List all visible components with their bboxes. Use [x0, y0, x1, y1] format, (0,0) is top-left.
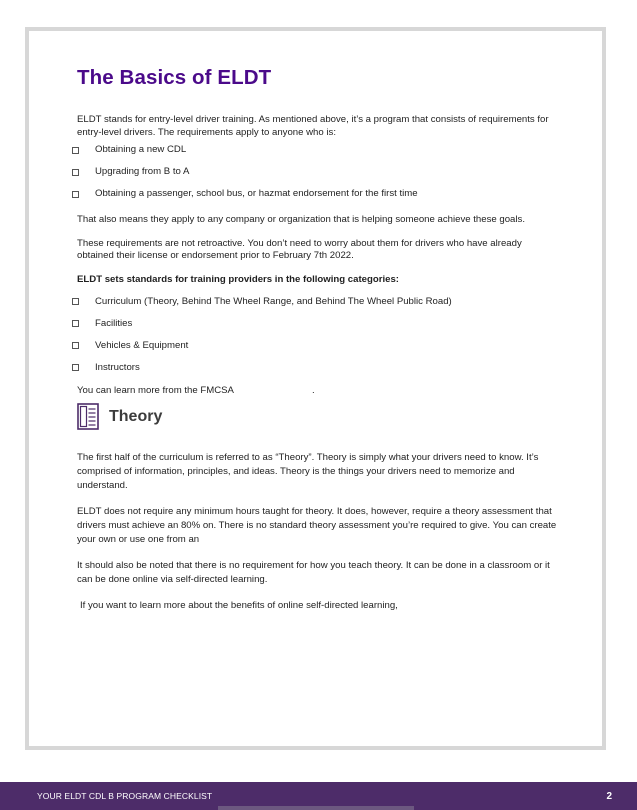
list-item: Obtaining a passenger, school bus, or hazmat endorsement for the first time	[72, 188, 554, 200]
footer-tab	[218, 806, 414, 810]
list-item: Obtaining a new CDL	[72, 144, 554, 156]
categories-list	[72, 296, 554, 374]
checkbox-icon[interactable]	[72, 342, 79, 349]
list-item: Upgrading from B to A	[72, 166, 554, 178]
page-title: The Basics of ELDT	[77, 66, 272, 89]
document-body	[77, 66, 559, 613]
checkbox-icon[interactable]	[72, 191, 79, 198]
checkbox-icon[interactable]	[72, 298, 79, 305]
fmcsa-text: You can learn more from the FMCSA	[77, 384, 234, 396]
list-item: Facilities	[72, 318, 554, 330]
applies-to-list	[72, 144, 554, 200]
checkbox-icon[interactable]	[72, 147, 79, 154]
theory-heading: Theory	[109, 407, 163, 425]
goals-paragraph: That also means they apply to any company or organization that is helping someone achieve these goals.	[77, 214, 525, 226]
theory-section-header	[77, 403, 559, 430]
intro-paragraph: ELDT stands for entry-level driver training. As mentioned above, it’s a program that consists of requirements for entry-level drivers. The requirements apply to anyone who is:	[77, 114, 549, 138]
theory-paragraph-2: ELDT does not require any minimum hours taught for theory. It does, however, require a theory assessment that drivers must achieve an 80% on. There is no standard theory assessment you’re required to give. You can create your own or use one from an	[77, 506, 557, 546]
theory-paragraph-3: It should also be noted that there is no requirement for how you teach theory. It can be done in a classroom or it can be done online via self-directed learning.	[77, 560, 550, 586]
list-item: Curriculum (Theory, Behind The Wheel Range, and Behind The Wheel Public Road)	[72, 296, 554, 308]
page-number: 2	[606, 790, 612, 802]
checkbox-icon[interactable]	[72, 364, 79, 371]
theory-paragraph-1: The first half of the curriculum is referred to as “Theory”. Theory is simply what your drivers need to know. It’s comprised of information, principles, and ideas. Theory is the things your drivers need to memorize and understand.	[77, 452, 539, 492]
fmcsa-period: .	[311, 384, 315, 396]
checkbox-icon[interactable]	[72, 169, 79, 176]
list-item: Vehicles & Equipment	[72, 340, 554, 352]
theory-paragraph-4: If you want to learn more about the benefits of online self-directed learning,	[80, 600, 398, 612]
fmcsa-paragraph	[77, 385, 559, 398]
list-item: Instructors	[72, 362, 554, 374]
checkbox-icon[interactable]	[72, 320, 79, 327]
footer-title: YOUR ELDT CDL B PROGRAM CHECKLIST	[37, 791, 213, 801]
retroactive-paragraph: These requirements are not retroactive. You don’t need to worry about them for drivers who have already obtained their license or endorsement prior to February 7th 2022.	[77, 237, 522, 262]
standards-heading: ELDT sets standards for training providers in the following categories:	[77, 273, 399, 285]
document-icon	[77, 403, 99, 430]
